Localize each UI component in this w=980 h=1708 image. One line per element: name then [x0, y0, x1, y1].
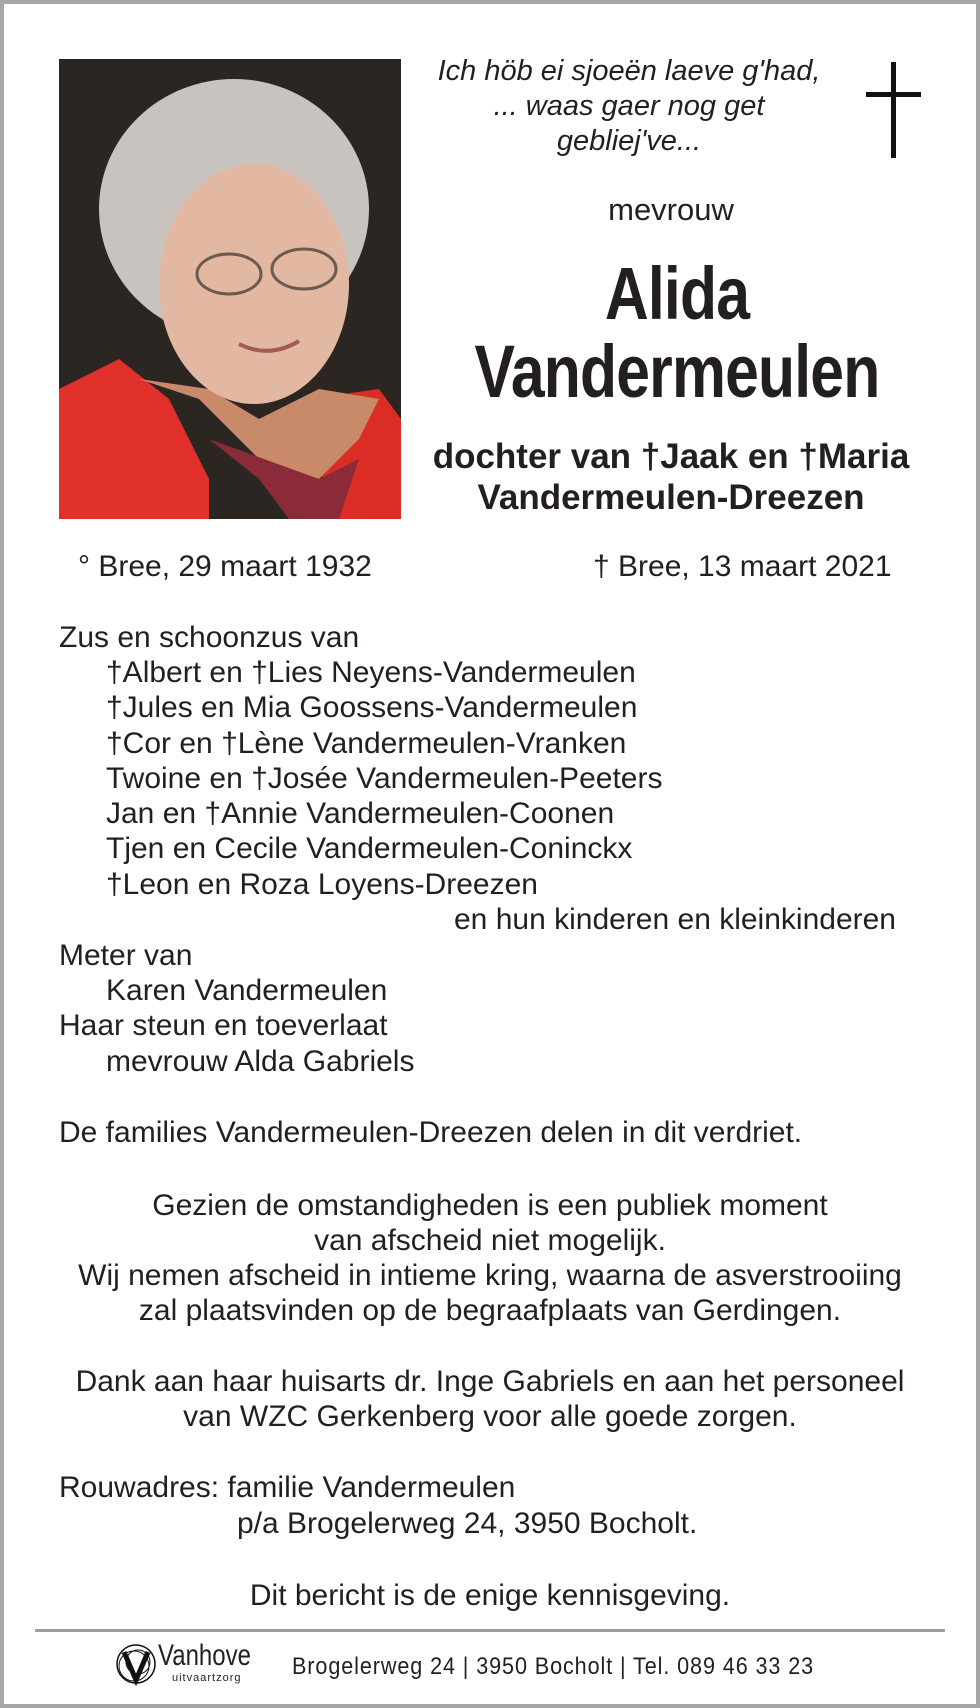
thanks-line: Dank aan haar huisarts dr. Inge Gabriels en aan het personeel — [75, 1365, 905, 1398]
first-name: Alida — [604, 252, 750, 335]
ceremony-line: zal plaatsvinden op de begraafplaats van Gerdingen. — [138, 1294, 842, 1327]
footer-divider — [35, 1629, 945, 1632]
ceremony-line: Wij nemen afscheid in intieme kring, waarna de asverstrooiing — [78, 1259, 902, 1292]
quote-line: gebliej've... — [556, 125, 702, 157]
address-line: p/a Brogelerweg 24, 3950 Bocholt. — [237, 1507, 698, 1540]
sibling-item: †Cor en †Lène Vandermeulen-Vranken — [106, 727, 627, 760]
footer-contact: Brogelerweg 24 | 3950 Bocholt | Tel. 089 46 33 23 — [292, 1653, 815, 1680]
siblings-tail: en hun kinderen en kleinkinderen — [454, 903, 896, 936]
sibling-item: Tjen en Cecile Vandermeulen-Coninckx — [106, 832, 633, 865]
logo-tagline: uitvaartzorg — [172, 1672, 242, 1684]
scribble-v-icon — [112, 1640, 160, 1688]
families-line: De families Vandermeulen-Dreezen delen in dit verdriet. — [59, 1116, 803, 1149]
ceremony-line: Gezien de omstandigheden is een publiek moment — [152, 1189, 828, 1222]
logo-name: Vanhove — [158, 1639, 251, 1672]
portrait-photo — [59, 59, 401, 519]
thanks-line: van WZC Gerkenberg voor alle goede zorgen. — [183, 1400, 797, 1433]
sibling-item: Jan en †Annie Vandermeulen-Coonen — [106, 797, 615, 830]
siblings-heading: Zus en schoonzus van — [59, 621, 360, 654]
title-honorific: mevrouw — [608, 192, 734, 227]
sibling-item: †Jules en Mia Goossens-Vandermeulen — [106, 691, 638, 724]
godchild: Karen Vandermeulen — [106, 974, 388, 1007]
ceremony-line: van afscheid niet mogelijk. — [314, 1224, 666, 1257]
sibling-item: †Albert en †Lies Neyens-Vandermeulen — [106, 656, 636, 689]
last-name: Vandermeulen — [474, 330, 880, 413]
support-heading: Haar steun en toeverlaat — [59, 1009, 388, 1042]
memorial-quote — [438, 54, 821, 159]
sibling-item: Twoine en †Josée Vandermeulen-Peeters — [106, 762, 663, 795]
quote-line: Ich höb ei sjoeën laeve g'had, — [437, 55, 821, 87]
notice-line: Dit bericht is de enige kennisgeving. — [249, 1579, 731, 1612]
address-heading: Rouwadres: familie Vandermeulen — [59, 1471, 516, 1504]
support-person: mevrouw Alda Gabriels — [106, 1045, 415, 1078]
vanhove-logo — [112, 1640, 282, 1690]
parents-line: dochter van †Jaak en †Maria — [432, 437, 910, 476]
parents-line: Vandermeulen-Dreezen — [477, 478, 865, 517]
quote-line: ... waas gaer nog get — [493, 90, 765, 122]
death-date: † Bree, 13 maart 2021 — [593, 550, 892, 583]
sibling-item: †Leon en Roza Loyens-Dreezen — [106, 868, 538, 901]
godmother-heading: Meter van — [59, 939, 193, 972]
birth-date: ° Bree, 29 maart 1932 — [78, 550, 372, 583]
